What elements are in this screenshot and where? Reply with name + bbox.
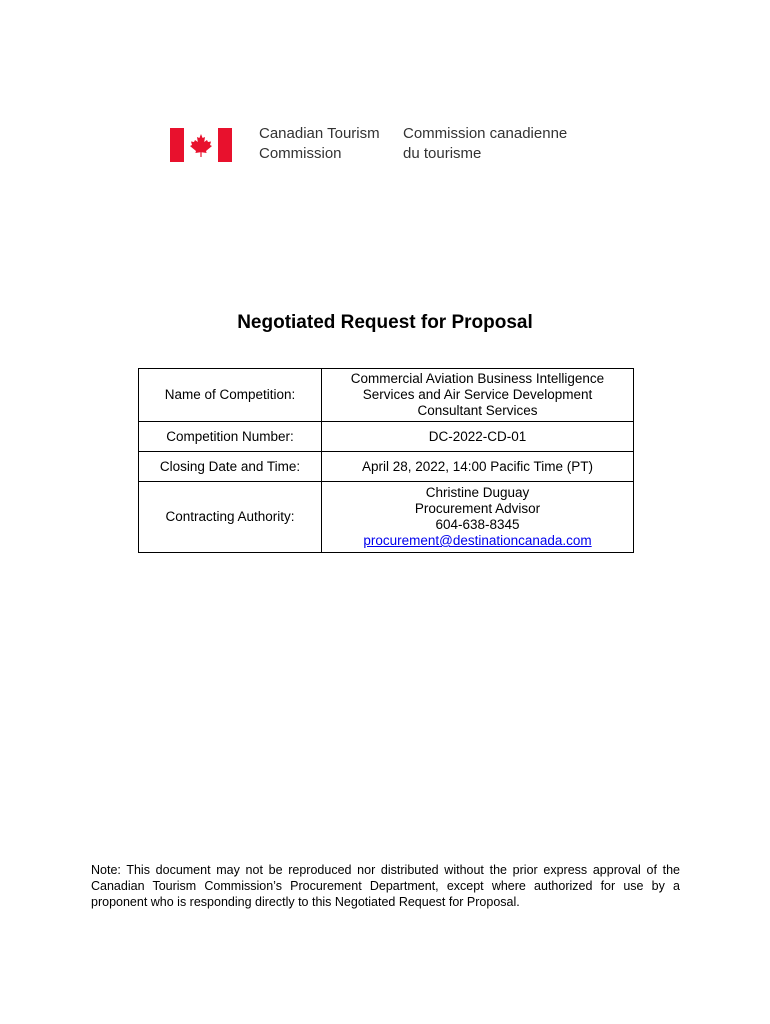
competition-name-value — [322, 369, 634, 422]
organization-logo — [170, 124, 567, 164]
competition-number-value: DC-2022-CD-01 — [322, 422, 634, 452]
org-name-french-line1: Commission canadienne — [403, 125, 568, 142]
table-row — [139, 452, 634, 482]
competition-name-line: Commercial Aviation Business Intelligence — [350, 371, 605, 386]
org-name-french-line2: du tourisme — [403, 145, 482, 162]
table-row — [139, 422, 634, 452]
authority-title: Procurement Advisor — [414, 501, 541, 516]
org-name-french — [403, 124, 567, 164]
closing-date-value: April 28, 2022, 14:00 Pacific Time (PT) — [322, 452, 634, 482]
competition-name-line: Consultant Services — [417, 403, 538, 418]
table-row — [139, 482, 634, 553]
authority-email-link[interactable]: procurement@destinationcanada.com — [363, 533, 592, 548]
contracting-authority-label: Contracting Authority: — [139, 482, 322, 553]
authority-phone: 604-638-8345 — [435, 517, 520, 532]
canadian-flag-icon — [170, 128, 232, 162]
competition-number-label: Competition Number: — [139, 422, 322, 452]
document-title: Negotiated Request for Proposal — [237, 312, 533, 333]
org-name-english-line1: Canadian Tourism — [259, 125, 380, 142]
distribution-note: Note: This document may not be reproduced nor distributed without the prior express approval of the Canadian Tourism Commission’s Procurement Department, except where authorized for use by a proponent who is responding directly to this Negotiated Request for Proposal. — [91, 863, 680, 909]
competition-info-table — [138, 368, 634, 553]
closing-date-label: Closing Date and Time: — [139, 452, 322, 482]
contracting-authority-value — [322, 482, 634, 553]
org-name-english-line2: Commission — [259, 145, 342, 162]
competition-name-label: Name of Competition: — [139, 369, 322, 422]
authority-name: Christine Duguay — [425, 485, 530, 500]
table-row — [139, 369, 634, 422]
competition-name-line: Services and Air Service Development — [362, 387, 593, 402]
org-name-english — [259, 124, 403, 164]
